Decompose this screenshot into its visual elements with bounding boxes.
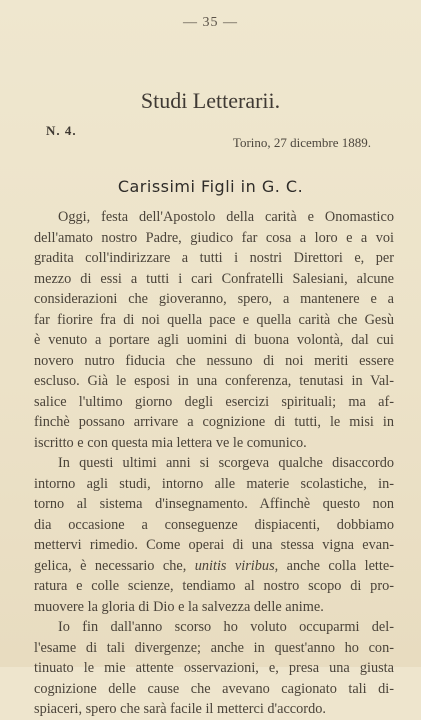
text-line: mettervi rimedio. Come operai di una stessa vigna evan- [34,537,394,553]
text-line: considerazioni che gioveranno, spero, a mantenere e a [34,291,394,307]
text-line: l'esame di tali divergenze; anche in quest'anno ho con- [34,639,394,656]
dateline: Torino, 27 dicembre 1889. [232,135,371,150]
section-title: Studi Letterarii. [140,88,281,113]
text-line: far fiorire fra di noi quella pace e quella carità che Gesù [34,311,394,328]
text-line: Io fin dall'anno scorso ho voluto occuparmi del- [58,619,394,635]
text-line: intorno agli studi, intorno alle materie scolastiche, in- [34,475,394,492]
text-fragment: , anche colla lette- [274,557,394,574]
text-line: dell'amato nostro Padre, giudico far cosa a loro e a voi [34,229,394,246]
text-fragment: gelica, è necessario che, [34,557,187,574]
text-line: Oggi, festa dell'Apostolo della carità e Onomastico [58,209,394,225]
text-line: novero nutro fiducia che nessuno di noi meriti essere [34,352,394,369]
text-line: finchè possano arrivare a cognizione di tutti, le misi in [34,414,394,430]
salutation: Carissimi Figli in G. C. [117,177,304,196]
text-line-mixed [34,556,394,577]
latin-phrase: unitis viribus [194,557,275,574]
text-line: In questi ultimi anni si scorgeva qualche disaccordo [58,455,394,471]
text-line: iscritto e con questa mia lettera ve le comunico. [34,434,307,451]
issue-number: N. 4. [46,123,77,138]
text-line: è venuto a portare agli uomini di buona volontà, dal cui [34,332,394,348]
text-line: cognizione delle cause che avevano cagionato tali di- [34,680,394,697]
letter-body [34,207,394,720]
text-line: torno al sistema d'insegnamento. Affinchè questo non [34,496,394,512]
text-line: ratura e colle scienze, tendiamo al nostro scopo di pro- [34,578,394,594]
text-line: gradita coll'indirizzare a tutti i nostri Direttori e, per [34,250,394,266]
text-line: spiaceri, spero che sarà facile il metterci d'accordo. [34,701,326,717]
text-line: escluso. Già le esposi in una conferenza, tenutasi in Val- [34,373,394,389]
text-line: dia occasione a conseguenze dispiacenti, dobbiamo [34,516,394,533]
text-line: salice l'ultimo giorno degli esercizi spirituali; ma af- [34,393,394,410]
page-number: — 35 — [183,15,238,30]
text-line: tinuato le mie attente osservazioni, e, presa una giusta [34,660,394,676]
text-line: muovere la gloria di Dio e la salvezza delle anime. [34,598,324,615]
text-line: mezzo di essi a tutti i cari Confratelli Salesiani, alcune [34,270,394,287]
